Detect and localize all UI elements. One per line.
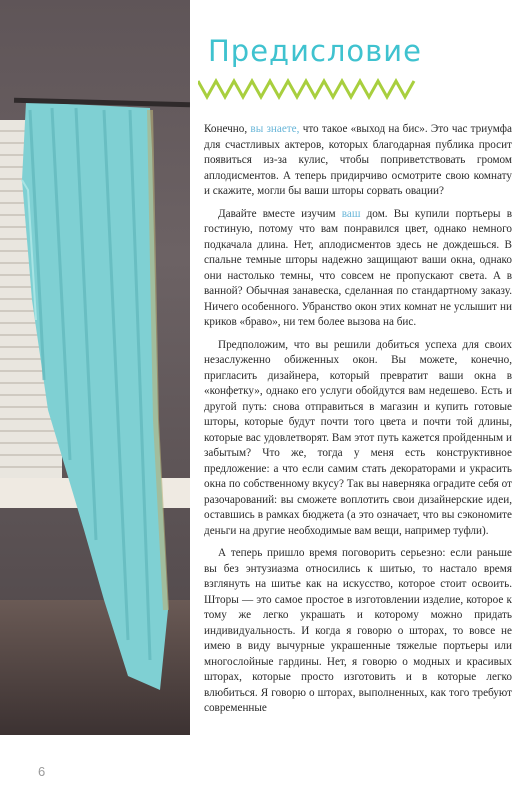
p1-highlight: вы знаете, xyxy=(250,123,300,135)
paragraph-1 xyxy=(204,122,512,200)
paragraph-4: А теперь пришло время поговорить серьезно: если раньше вы без энтузиазма относились к шитью, то настало время взглянуть на шитье как на искусство, которое стоит освоить. Шторы — это самое простое в изготовлении изделие, которое к тому же легко украшать и которому можно придать индивидуальность. И когда я говорю о шторах, то вовсе не имею в виду вычурные украшенные тяжелые портьеры или многослойные гардины. Нет, я говорю о модных и красивых шторах, которые просто изготовить и в которые легко влюбиться. Я говорю о шторах, выполненных, как того требуют современные xyxy=(204,547,512,714)
p1-rest: что такое «выход на бис». Это час триумфа для счастливых актеров, которых благодарная публика просит появиться из-за кулис, чтобы поприветствовать громом аплодисментов. А теперь придирчиво осмотрите свою комнату и скажите, могли бы ваши шторы сорвать овации? xyxy=(204,123,512,197)
curtain-photo xyxy=(0,0,190,735)
page-title: Предисловие xyxy=(208,34,422,68)
p2-rest: дом. Вы купили портьеры в гостиную, потому что вам понравился цвет, однако немного подкачала длина. Нет, аплодисментов здесь не дождешься. В спальне темные шторы надежно защищают ваши окна, однако они настолько темны, что совсем не пропускают света. А в ванной? Обычная занавеска, сделанная по стандартному заказу. Ничего особенного. Убранство окон этих комнат не услышит ни криков «браво», ни тем более вызова на бис. xyxy=(204,207,513,328)
p1-start: Конечно, xyxy=(204,123,251,135)
body-text xyxy=(204,122,512,724)
paragraph-2 xyxy=(204,207,512,331)
p2-start: Давайте вместе изучим xyxy=(218,207,342,220)
p2-highlight: ваш xyxy=(341,207,361,220)
paragraph-3: Предположим, что вы решили добиться успеха для своих незаслуженно обиженных окон. Вы можете, конечно, пригласить дизайнера, который превратит ваши окна в «конфетку», однако его услуги обойдутся вам недешево. Есть и другой путь: снова отправиться в магазин и купить готовые шторы, которые будут почти того цвета и почти той длины, которые вас удовлетворят. Вам этот путь кажется пройденным и забытым? Что же, тогда у меня есть конструктивное предложение: а что если самим стать декораторами и украсить окна по собственному вкусу? Так вы наверняка оградите себя от разочарований: вы сможете воплотить свои дизайнерские идеи, оставшись в рамках бюджета (а это означает, что вы сэкономите деньги на другие необходимые вам вещи, например туфли). xyxy=(204,338,512,537)
turquoise-curtain-icon xyxy=(0,0,190,735)
zigzag-divider-icon xyxy=(198,78,418,100)
page-number: 6 xyxy=(38,764,46,779)
